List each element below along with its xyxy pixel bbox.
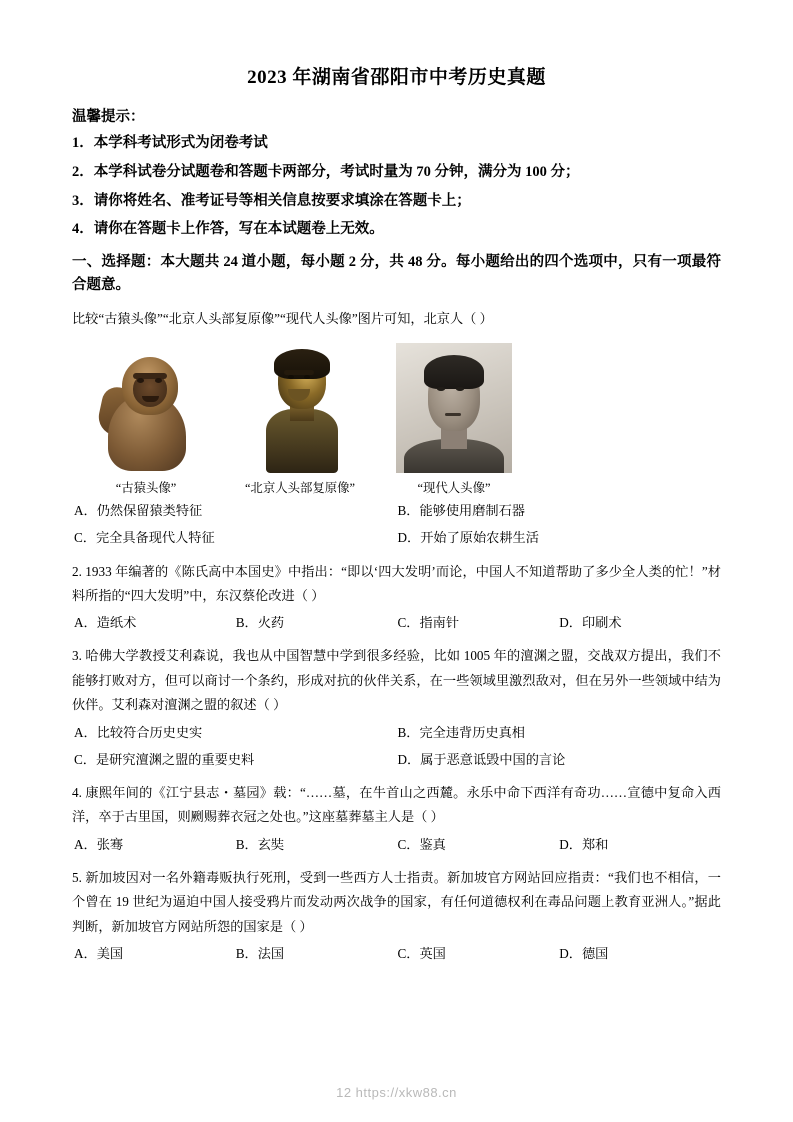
figure-ape-head xyxy=(82,341,210,496)
tips-line-2: 2．本学科试卷分试题卷和答题卡两部分，考试时量为 70 分钟，满分为 100 分； xyxy=(72,163,580,180)
question-1-option-b[interactable]: B．能够使用磨制石器 xyxy=(397,503,525,519)
question-5-stem: 5. 新加坡因对一名外籍毒贩执行死刑，受到一些西方人士指责。新加坡官方网站回应指责：“我们也不相信，一个曾在 19 世纪为逼迫中国人接受鸦片而发动两次战争的国家，有任何道德权利在毒品问题上教育亚洲人。”据此判断，新加坡官方网站所怨的国家是（ ） xyxy=(72,869,721,934)
question-1-option-a[interactable]: A．仍然保留猿类特征 xyxy=(74,503,203,519)
question-2-option-d[interactable]: D．印刷术 xyxy=(559,615,622,631)
question-4-option-d[interactable]: D．郑和 xyxy=(559,836,609,852)
figure-peking-man xyxy=(236,341,364,496)
question-1-options-row2 xyxy=(72,525,721,550)
question-4-stem: 4. 康熙年间的《江宁县志・墓园》载：“……墓，在牛首山之西麓。永乐中命下西洋有奇功……宣德中复命入西洋，卒于古里国，则劂赐葬衣冠之处也。”这座墓葬墓主人是（ ） xyxy=(72,784,721,825)
question-1-figure-group xyxy=(82,341,721,496)
question-2-options xyxy=(72,610,721,635)
question-5-option-c[interactable]: C．英国 xyxy=(397,946,446,962)
figure-modern-man xyxy=(390,341,518,496)
tips-line-3: 3．请你将姓名、准考证号等相关信息按要求填涂在答题卡上； xyxy=(72,192,471,209)
figure-caption-modern-man: “现代人头像” xyxy=(417,481,491,496)
ape-head-icon xyxy=(82,341,210,473)
question-3-option-b[interactable]: B．完全违背历史真相 xyxy=(397,724,525,740)
tips-line-1: 1．本学科考试形式为闭卷考试 xyxy=(72,135,268,151)
question-5-option-d[interactable]: D．德国 xyxy=(559,946,609,962)
figure-caption-peking-man: “北京人头部复原像” xyxy=(244,481,356,496)
page-footer-watermark: 12 https://xkw88.cn xyxy=(336,1085,457,1100)
question-1-stem: 比较“古猿头像”“北京人头部复原像”“现代人头像”图片可知，北京人（ ） xyxy=(72,310,493,326)
question-2-option-c[interactable]: C．指南针 xyxy=(397,615,460,631)
question-1-option-c[interactable]: C．完全具备现代人特征 xyxy=(74,530,215,546)
question-3-option-c[interactable]: C．是研究澶渊之盟的重要史料 xyxy=(74,751,255,767)
question-4-option-b[interactable]: B．玄奘 xyxy=(235,836,285,852)
question-3-option-d[interactable]: D．属于恶意诋毁中国的言论 xyxy=(397,751,566,767)
question-2-option-b[interactable]: B．火药 xyxy=(235,615,285,631)
tips-heading: 温馨提示： xyxy=(72,109,145,125)
question-3-options xyxy=(72,720,721,745)
question-1-option-d[interactable]: D．开始了原始农耕生活 xyxy=(397,530,539,546)
question-3-options-row2 xyxy=(72,747,721,772)
question-4-option-a[interactable]: A．张骞 xyxy=(74,836,124,852)
question-2-option-a[interactable]: A．造纸术 xyxy=(74,615,137,631)
question-5-option-b[interactable]: B．法国 xyxy=(235,946,285,962)
question-2-stem: 2. 1933 年编著的《陈氏高中本国史》中指出：“即以‘四大发明’而论，中国人不知道帮助了多少全人类的忙！”材料所指的“四大发明”中，东汉蔡伦改进（ ） xyxy=(72,563,721,603)
tips-line-4: 4．请你在答题卡上作答，写在本试题卷上无效。 xyxy=(72,221,384,238)
question-5-options xyxy=(72,941,721,966)
question-5-option-a[interactable]: A．美国 xyxy=(74,946,124,962)
question-3-option-a[interactable]: A．比较符合历史史实 xyxy=(74,724,203,740)
page-title: 2023 年湖南省邵阳市中考历史真题 xyxy=(247,67,546,88)
figure-caption-ape: “古猿头像” xyxy=(115,481,177,496)
question-1-options xyxy=(72,498,721,523)
peking-man-icon xyxy=(236,341,364,473)
modern-man-icon xyxy=(390,341,518,473)
question-4-option-c[interactable]: C．鉴真 xyxy=(397,836,446,852)
question-3-stem: 3. 哈佛大学教授艾利森说，我也从中国智慧中学到很多经验，比如 1005 年的澶渊之盟，交战双方提出，我们不能够打败对方，但可以商讨一个条约，形成对抗的伙伴关系，在一些领域里激烈敌对，但在另外一些领域中结为伙伴。艾利森对澶渊之盟的叙述（ ） xyxy=(72,648,721,713)
section-heading-multiple-choice: 一、选择题：本大题共 24 道小题，每小题 2 分，共 48 分。每小题给出的四个选项中，只有一项最符合题意。 xyxy=(72,254,721,294)
question-4-options xyxy=(72,832,721,857)
